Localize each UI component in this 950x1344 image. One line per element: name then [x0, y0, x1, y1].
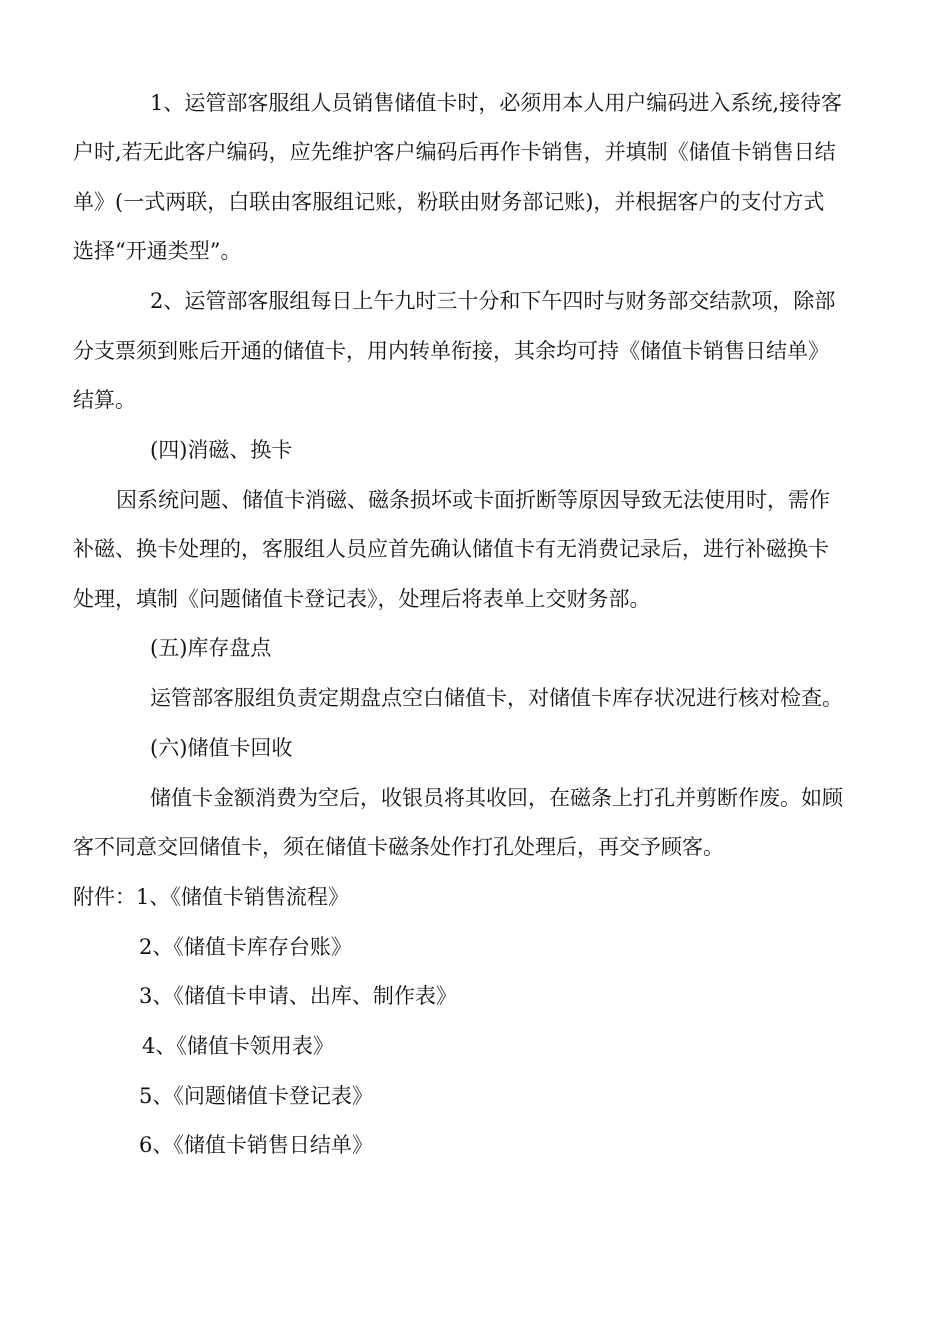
para-1-line-4: 选择“开通类型”。 — [73, 239, 242, 263]
para-1-line-3: 单》(一式两联，白联由客服组记账，粉联由财务部记账)，并根据客户的支付方式 — [73, 190, 825, 214]
para-2-line-3: 结算。 — [73, 388, 136, 412]
section-5-body: 运管部客服组负责定期盘点空白储值卡，对储值卡库存状况进行核对检查。 — [150, 686, 843, 710]
section-6-heading: (六)储值卡回收 — [150, 736, 293, 760]
attachment-item: 4、《储值卡领用表》 — [142, 1034, 334, 1058]
para-1-line-2: 户时,若无此客户编码，应先维护客户编码后再作卡销售，并填制《储值卡销售日结 — [73, 140, 836, 164]
attachment-item: 5、《问题储值卡登记表》 — [139, 1084, 373, 1108]
section-6-line-1: 储值卡金额消费为空后，收银员将其收回，在磁条上打孔并剪断作废。如顾 — [150, 786, 843, 810]
section-6-line-2: 客不同意交回储值卡，须在储值卡磁条处作打孔处理后，再交予顾客。 — [73, 835, 724, 859]
section-4-line-2: 补磁、换卡处理的，客服组人员应首先确认储值卡有无消费记录后，进行补磁换卡 — [73, 537, 829, 561]
section-4-heading: (四)消磁、换卡 — [150, 438, 293, 462]
section-4-line-3: 处理，填制《问题储值卡登记表》，处理后将表单上交财务部。 — [73, 587, 651, 611]
section-4-line-1: 因系统问题、储值卡消磁、磁条损坏或卡面折断等原因导致无法使用时，需作 — [116, 488, 830, 512]
attachment-item: 3、《储值卡申请、出库、制作表》 — [139, 984, 457, 1008]
para-2-line-1: 2、运管部客服组每日上午九时三十分和下午四时与财务部交结款项，除部 — [150, 289, 836, 313]
attachment-item: 2、《储值卡库存台账》 — [139, 935, 352, 959]
section-5-heading: (五)库存盘点 — [150, 636, 272, 660]
attachments-label: 附件： — [73, 885, 136, 909]
para-1-line-1: 1、运管部客服组人员销售储值卡时，必须用本人用户编码进入系统,接待客 — [150, 91, 843, 115]
attachment-item: 6、《储值卡销售日结单》 — [139, 1133, 373, 1157]
para-2-line-2: 分支票须到账后开通的储值卡，用内转单衔接，其余均可持《储值卡销售日结单》 — [73, 339, 829, 363]
attachment-item: 1、《储值卡销售流程》 — [136, 885, 349, 909]
